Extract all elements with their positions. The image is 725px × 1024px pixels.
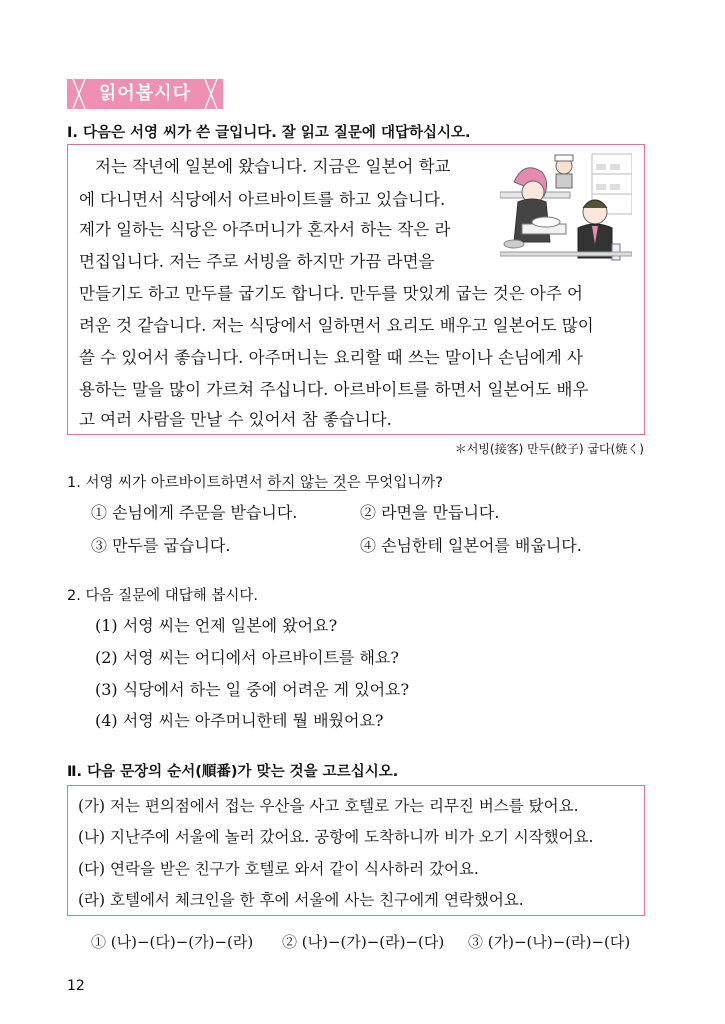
page-number: 12 [67,978,85,994]
title-banner [67,79,223,109]
answer-choice: ① (나)−(다)−(가)−(라) [91,933,254,951]
question2-item: (3) 식당에서 하는 일 중에 어려운 게 있어요? [95,680,410,699]
answer-choice: ③ (가)−(나)−(라)−(다) [468,933,631,951]
section1-heading: Ⅰ. 다음은 서영 씨가 쓴 글입니다. 잘 읽고 질문에 대답하십시오. [67,125,471,141]
answer-choice: ② (나)−(가)−(라)−(다) [282,933,445,951]
passage-line: 제가 일하는 식당은 아주머니가 혼자서 하는 작은 라 [79,220,451,239]
question1-option: ④ 손님한테 일본어를 배웁니다. [360,536,582,555]
question1-underlined: 하지 않는 것 [267,475,347,491]
footnote: ＊서빙(接客) 만두(餃子) 굽다(焼く) [454,442,644,456]
passage-line: 면집입니다. 저는 주로 서빙을 하지만 가끔 라면을 [79,252,435,271]
passage-line: 고 여러 사람을 만날 수 있어서 참 좋습니다. [79,410,392,429]
question2-item: (2) 서영 씨는 어디에서 아르바이트를 해요? [95,648,399,667]
sentence-item: (라) 호텔에서 체크인을 한 후에 서울에 사는 친구에게 연락했어요. [78,891,524,909]
question2-title: 2. 다음 질문에 대답해 봅시다. [67,588,258,604]
question2-item: (1) 서영 씨는 언제 일본에 왔어요? [95,616,338,635]
question1-option: ③ 만두를 굽습니다. [91,536,231,555]
section2-heading: Ⅱ. 다음 문장의 순서(順番)가 맞는 것을 고르십시오. [67,764,399,780]
sentence-item: (다) 연락을 받은 친구가 호텔로 와서 같이 식사하러 갔어요. [78,860,479,878]
passage-line: 쓸 수 있어서 좋습니다. 아주머니는 요리할 때 쓰는 말이나 손님에게 사 [79,348,583,367]
page-title: 읽어봅시다 [99,83,191,104]
sentence-item: (가) 저는 편의점에서 접는 우산을 사고 호텔로 가는 리무진 버스를 탔어요. [78,797,579,815]
sentence-item: (나) 지난주에 서울에 놀러 갔어요. 공항에 도착하니까 비가 오기 시작했어요. [78,828,594,846]
question1-option: ② 라면을 만듭니다. [360,503,500,522]
question1-suffix: 은 무엇입니까? [346,475,443,491]
restaurant-illustration [500,152,632,270]
passage-line: 용하는 말을 많이 가르쳐 주십니다. 아르바이트를 하면서 일본어도 배우 [79,380,589,399]
passage-line: 에 다니면서 식당에서 아르바이트를 하고 있습니다. [79,190,446,209]
question1-option: ① 손님에게 주문을 받습니다. [91,503,298,522]
passage-line: 저는 작년에 일본에 왔습니다. 지금은 일본어 학교 [95,157,451,176]
question1-title [67,471,443,492]
question2-item: (4) 서영 씨는 아주머니한테 뭘 배웠어요? [95,711,384,730]
passage-line: 려운 것 같습니다. 저는 식당에서 일하면서 요리도 배우고 일본어도 많이 [79,316,594,335]
question1-prefix: 1. 서영 씨가 아르바이트하면서 [67,475,268,491]
passage-line: 만들기도 하고 만두를 굽기도 합니다. 만두를 맛있게 굽는 것은 아주 어 [79,284,583,303]
